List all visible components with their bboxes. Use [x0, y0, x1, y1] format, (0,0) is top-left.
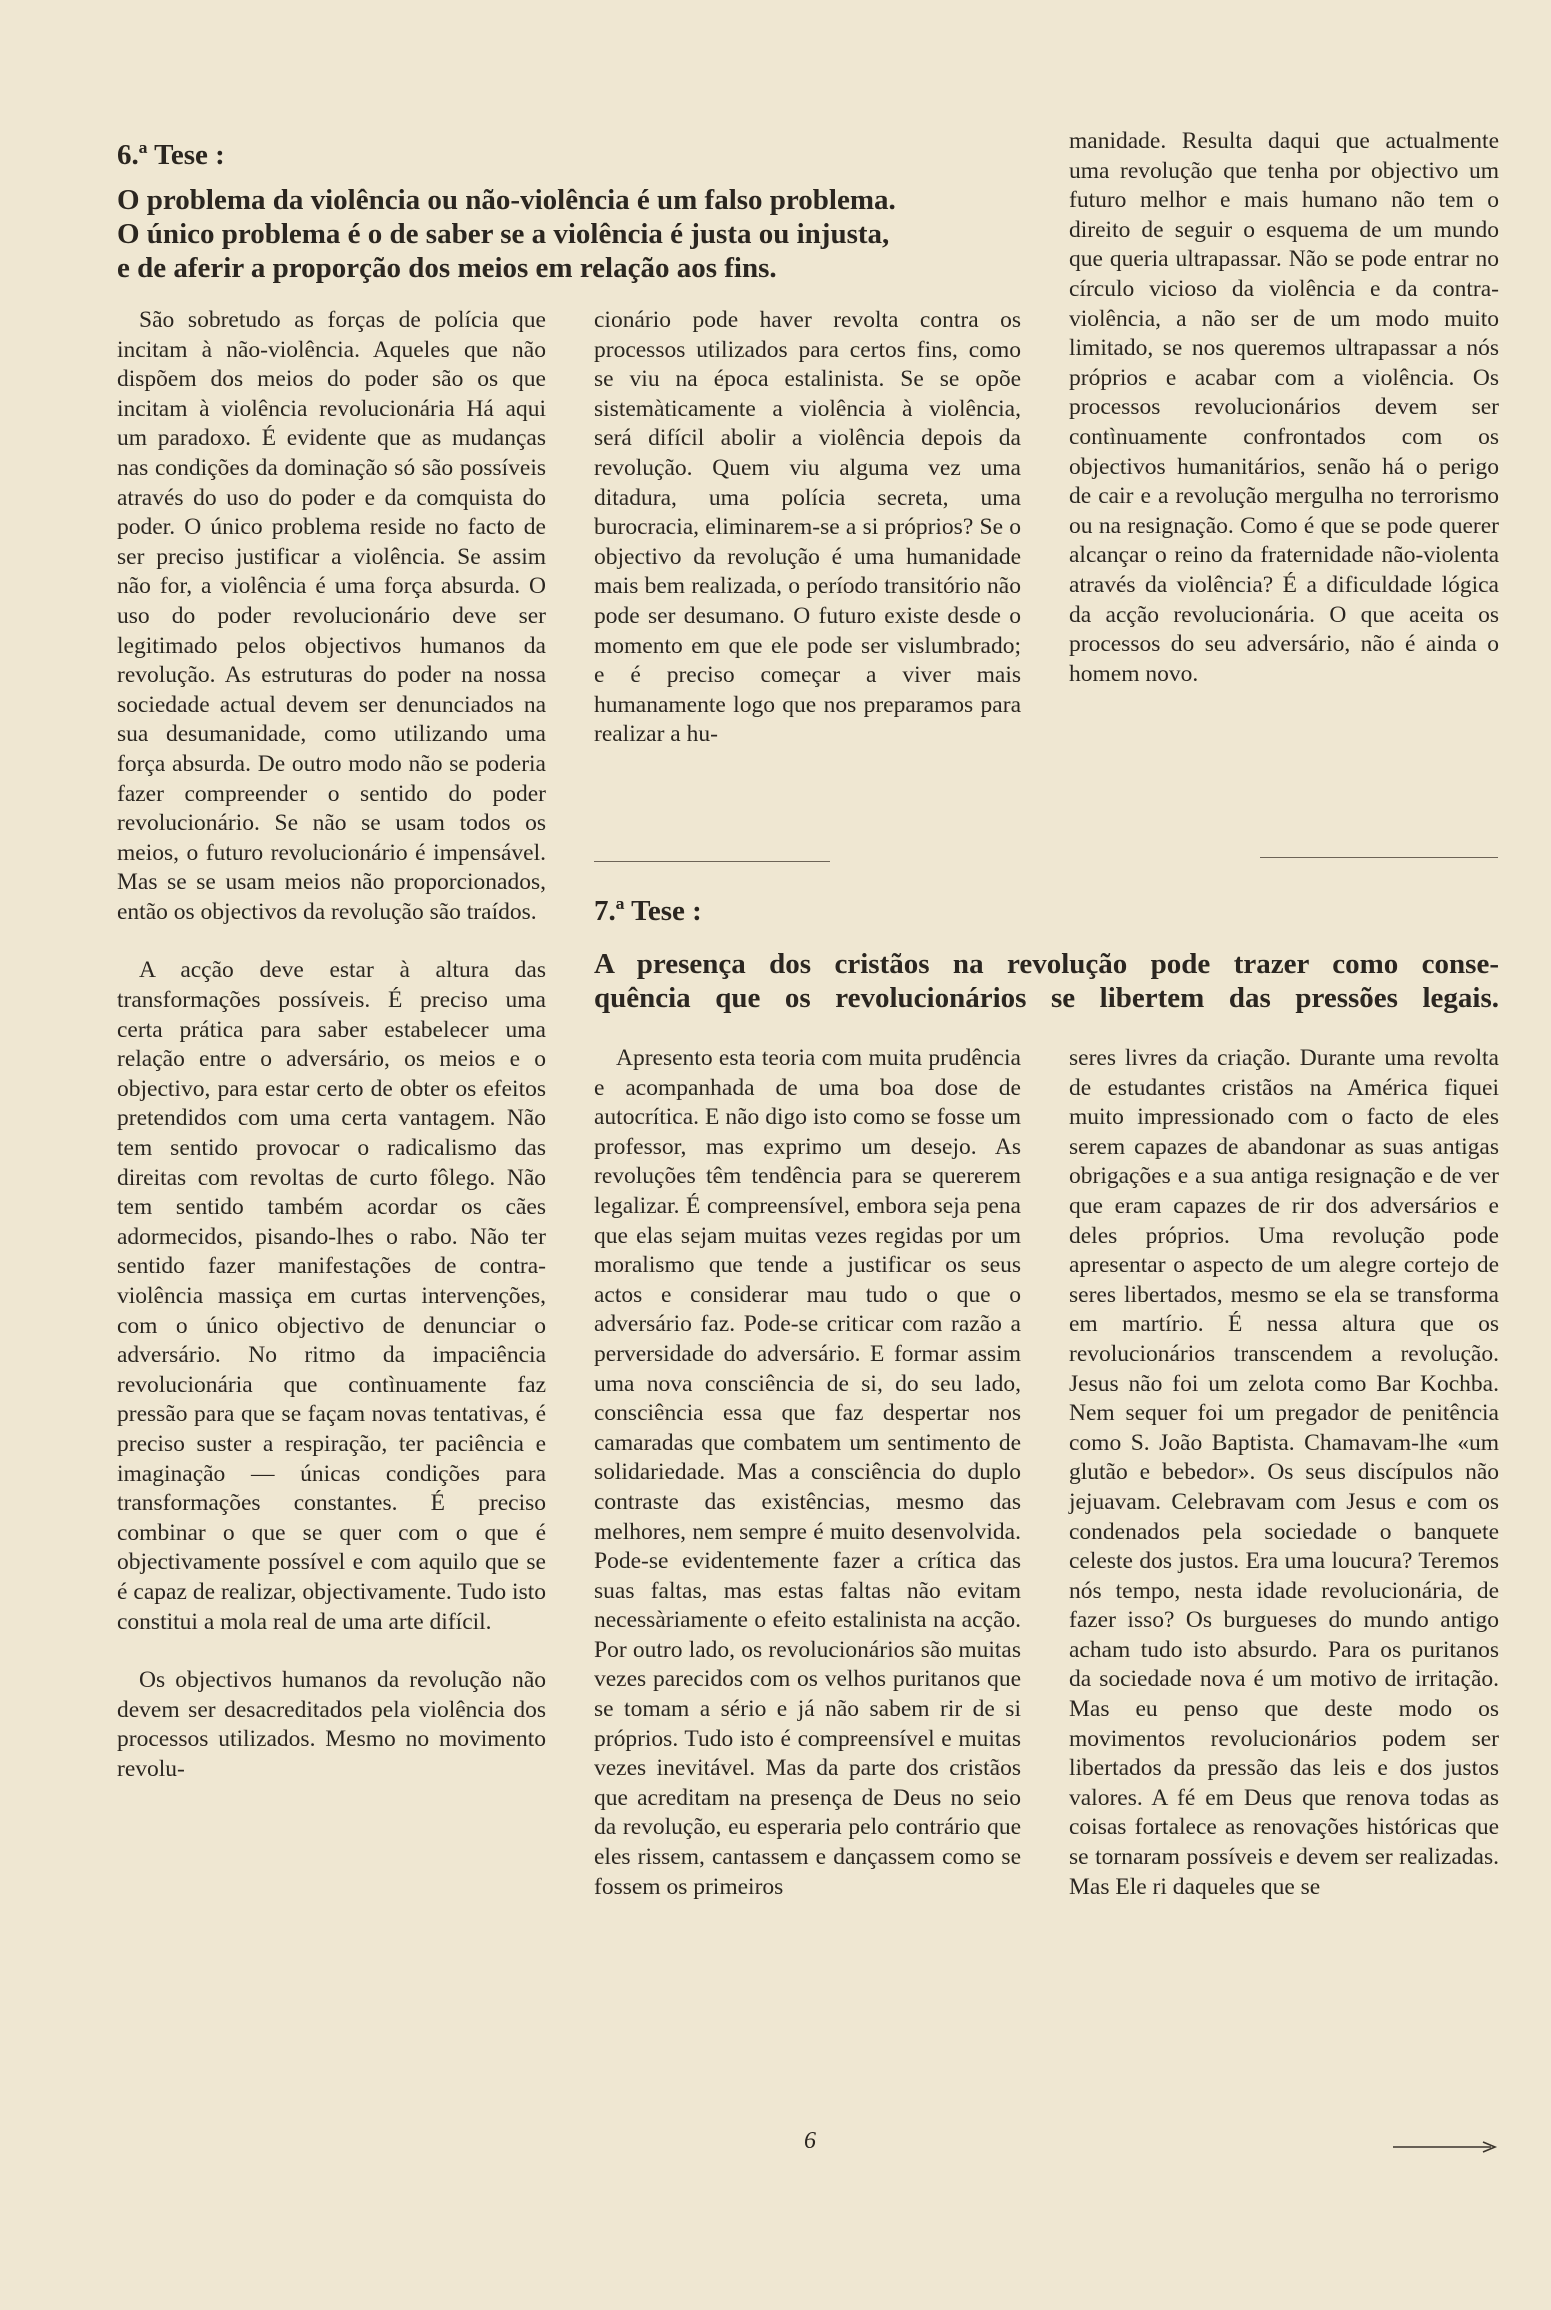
paragraph: cionário pode haver revolta contra os processos utilizados para certos fins, como se viu na época estalinista. Se se opõe sistemàticamente a violência à violência, será difícil abolir a violência depois da revolução. Quem viu alguma vez uma ditadura, uma polícia secreta, uma burocracia, eliminarem-se a si próprios? Se o objectivo da revolução é uma humanidade mais bem realizada, o período transitório não pode ser desumano. O futuro existe desde o momento em que ele pode ser vislumbrado; e é preciso começar a viver mais humanamente logo que nos preparamos para realizar a hu- — [594, 307, 1021, 748]
column-right-top — [1069, 127, 1499, 689]
column-middle-bottom — [594, 1044, 1021, 1902]
paragraph: manidade. Resulta daqui que actualmente uma revolução que tenha por objectivo um futuro melhor e mais humano não tem o direito de seguir o esquema de um mundo que queria ultrapassar. Não se pode entrar no círculo vicioso da violência e da contra-violência, a não ser de um modo muito limitado, se nos queremos ultrapassar a nós próprios e acabar com a violência. Os processos revolucionários devem ser contìnuamente confrontados com os objectivos humanitários, senão há o perigo de cair e a revolução mergulha no terrorismo ou na resignação. Como é que se pode querer alcançar o reino da fraternidade não-violenta através da violência? É a dificuldade lógica da acção revolucionária. O que aceita os processos do seu adversário, não é ainda o homem novo. — [1069, 128, 1499, 687]
section-divider — [1260, 857, 1498, 858]
paragraph: Apresento esta teoria com muita prudência e acompanhada de uma boa dose de autocrítica. E não digo isto como se fosse um professor, mas exprimo um desejo. As revoluções têm tendência para se quererem legalizar. É compreensível, embora seja pena que elas sejam muitas vezes regidas por um moralismo que tende a justificar os seus actos e considerar mau tudo o que o adversário faz. Pode-se criticar com razão a perversidade do adversário. E formar assim uma nova consciência de si, do seu lado, consciência essa que faz despertar nos camaradas que combatem um sentimento de solidariedade. Mas a consciência do duplo contraste das existências, mesmo das melhores, nem sempre é muito desenvolvida. Pode-se evidentemente fazer a crítica das suas faltas, mas estas faltas não evitam necessàriamente o efeito estalinista na acção. Por outro lado, os revolucionários são muitas vezes parecidos com os velhos puritanos que se tomam a sério e já não sabem rir de si próprios. Tudo isto é compreensível e muitas vezes inevitável. Mas da parte dos cristãos que acreditam na presença de Deus no seio da revolução, eu esperaria pelo contrário que eles rissem, cantassem e dançassem como se fossem os primeiros — [594, 1045, 1021, 1900]
column-left — [117, 306, 546, 1785]
heading-line: quência que os revolucionários se libertem das pressões legais. — [594, 982, 1499, 1014]
thesis-7-label: 7.ª Tese : — [594, 895, 702, 927]
heading-line: O único problema é o de saber se a violência é justa ou injusta, — [117, 218, 890, 250]
heading-line: e de aferir a proporção dos meios em relação aos fins. — [117, 252, 777, 284]
column-right-bottom — [1069, 1044, 1499, 1902]
continue-arrow-icon — [1391, 2137, 1501, 2157]
page-number: 6 — [804, 2128, 816, 2154]
thesis-7-heading — [594, 947, 1499, 1015]
heading-line: A presença dos cristãos na revolução pode trazer como conse- — [594, 948, 1499, 980]
paragraph: A acção deve estar à altura das transformações possíveis. É preciso uma certa prática para saber estabelecer uma relação entre o adversário, os meios e o objectivo, para estar certo de obter os efeitos pretendidos com uma certa vantagem. Não tem sentido provocar o radicalismo das direitas com revoltas de curto fôlego. Não tem sentido também acordar os cães adormecidos, pisando-lhes o rabo. Não ter sentido fazer manifestações de contra-violência massiça em curtas intervenções, com o único objectivo de denunciar o adversário. No ritmo da impaciência revolucionária que contìnuamente faz pressão para que se façam novas tentativas, é preciso suster a respiração, ter paciência e imaginação — únicas condições para transformações constantes. É preciso combinar o que se quer com o que é objectivamente possível e com aquilo que se é capaz de realizar, objectivamente. Tudo isto constitui a mola real de uma arte difícil. — [117, 957, 546, 1635]
paragraph: Os objectivos humanos da revolução não devem ser desacreditados pela violência dos processos utilizados. Mesmo no movimento revolu- — [117, 1667, 546, 1782]
column-middle-top — [594, 306, 1021, 750]
paragraph: São sobretudo as forças de polícia que incitam à não-violência. Aqueles que não dispõem dos meios do poder são os que incitam à violência revolucionária Há aqui um paradoxo. É evidente que as mudanças nas condições da dominação só são possíveis através do uso do poder e da comquista do poder. O único problema reside no facto de ser preciso justificar a violência. Se assim não for, a violência é uma força absurda. O uso do poder revolucionário deve ser legitimado pelos objectivos humanos da revolução. As estruturas do poder na nossa sociedade actual devem ser denunciados na sua desumanidade, como utilizando uma força absurda. De outro modo não se poderia fazer compreender o sentido do poder revolucionário. Se não se usam todos os meios, o futuro revolucionário é impensável. Mas se se usam meios não proporcionados, então os objectivos da revolução são traídos. — [117, 307, 546, 925]
thesis-6-heading — [117, 183, 1017, 285]
paragraph: seres livres da criação. Durante uma revolta de estudantes cristãos na América fiquei muito impressionado com o facto de eles serem capazes de abandonar as suas antigas obrigações e a sua antiga resignação e de ver que eram capazes de rir dos adversários e deles próprios. Uma revolução pode apresentar o aspecto de um alegre cortejo de seres libertados, mesmo se ela se transforma em martírio. É nessa altura que os revolucionários transcendem a revolução. Jesus não foi um zelota como Bar Kochba. Nem sequer foi um pregador de penitência como S. João Baptista. Chamavam-lhe «um glutão e bebedor». Os seus discípulos não jejuavam. Celebravam com Jesus e com os condenados pela sociedade o banquete celeste dos justos. Era uma loucura? Teremos nós tempo, nesta idade revolucionária, de fazer isso? Os burgueses do mundo antigo acham tudo isto absurdo. Para os puritanos da sociedade nova é um motivo de irritação. Mas eu penso que deste modo os movimentos revolucionários podem ser libertados da pressão das leis e dos justos valores. A fé em Deus que renova todas as coisas fortalece as renovações históricas que se tornaram possíveis e devem ser realizadas. Mas Ele ri daqueles que se — [1069, 1045, 1499, 1900]
section-divider — [594, 861, 830, 862]
heading-line: O problema da violência ou não-violência é um falso problema. — [117, 184, 896, 216]
thesis-6-label: 6.ª Tese : — [117, 139, 225, 171]
